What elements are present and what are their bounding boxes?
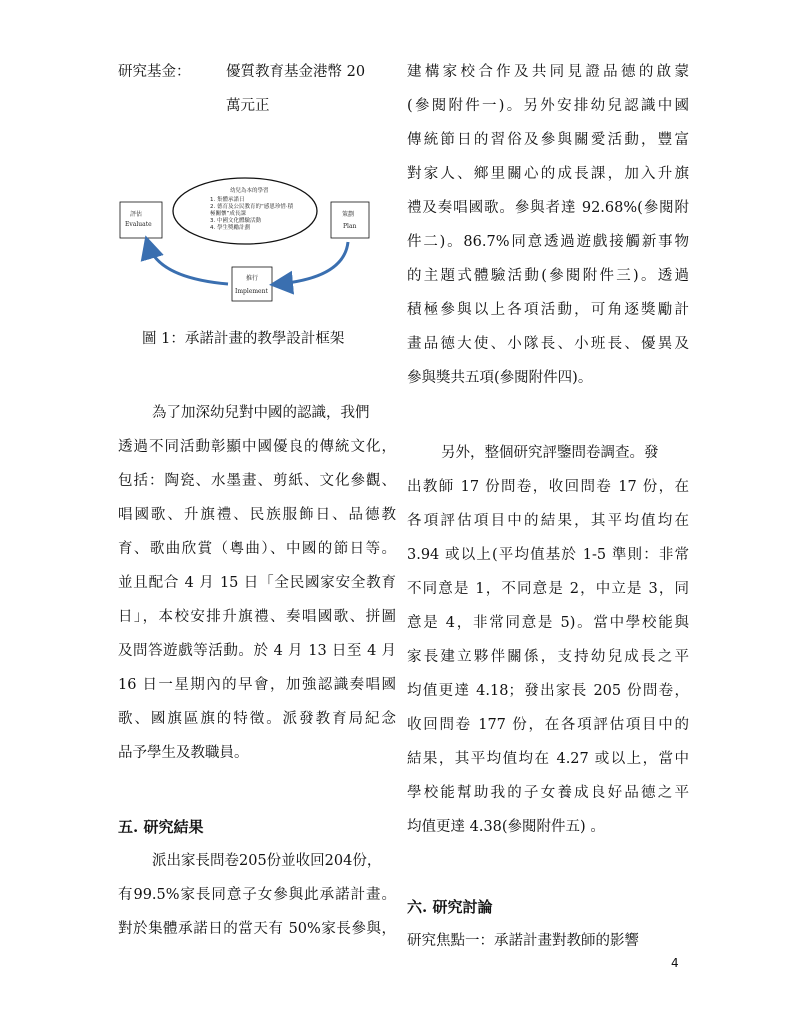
section5-heading: 五. 研究結果: [118, 818, 204, 836]
implement-box: [232, 267, 272, 301]
fund-label: 研究基金：: [118, 64, 191, 80]
right-para1-line: 積極參與以上各項活動，可角逐獎勵計: [407, 302, 689, 318]
left-para1-line: 及問答遊戲等活動。於 4 月 13 日至 4 月: [118, 643, 396, 659]
arrow-plan-to-implement: [278, 242, 348, 284]
evaluate-box-en: Evaluate: [125, 221, 152, 228]
right-para2-line: 收回問卷 177 份，在各項評估項目中的: [407, 717, 689, 733]
left-para1-line: 歌、國旗區旗的特徵。派發教育局紀念: [118, 711, 396, 727]
fund-value-line2: 萬元正: [226, 98, 270, 114]
right-para2-line: 家長建立夥伴關係，支持幼兒成長之平: [407, 649, 689, 665]
research-focus-line: 研究焦點一：承諾計畫對教師的影響: [407, 933, 639, 949]
center-title: 幼兒為本的學習: [230, 188, 269, 194]
right-para2-line: 學校能幫助我的子女養成良好品德之平: [407, 785, 689, 801]
diagram-svg: [118, 166, 383, 306]
left-para1-line: 並且配合 4 月 15 日「全民國家安全教育: [118, 575, 396, 591]
right-para1-line: 參與獎共五項(參閱附件四)。: [407, 370, 593, 386]
right-para1-line: 禮及奏唱國歌。參與者達 92.68%(參閱附: [407, 200, 689, 216]
plan-box: [331, 202, 369, 238]
right-para2-line: 不同意是 1，不同意是 2，中立是 3，同: [407, 581, 689, 597]
section6-heading: 六. 研究討論: [407, 898, 493, 916]
center-item-2: 2. 德育及公民教育的“感恩珍惜‧積: [210, 204, 294, 210]
left-para1-line: 16 日一星期內的早會，加強認識奏唱國: [118, 677, 396, 693]
right-para1-line: 畫品德大使、小隊長、小班長、優異及: [407, 336, 689, 352]
right-para1-line: 件二)。86.7%同意透過遊戲接觸新事物: [407, 234, 689, 250]
right-para2-line: 意是 4，非常同意是 5)。當中學校能與: [407, 615, 689, 631]
page-number: 4: [671, 956, 679, 970]
right-para2-line: 3.94 或以上(平均值基於 1-5 準則：非常: [407, 547, 689, 563]
fund-value-line1: 優質教育基金港幣 20: [226, 64, 366, 80]
evaluate-box: [120, 202, 162, 238]
evaluate-box-zh: 評估: [130, 211, 143, 218]
center-item-3: 極關懷”成長課: [210, 211, 246, 217]
plan-box-zh: 策劃: [342, 211, 355, 218]
figure-caption: 圖 1：承諾計畫的教學設計框架: [142, 331, 345, 347]
right-para2-line: 均值更達 4.38(參閱附件五) 。: [407, 819, 605, 835]
teaching-design-diagram: [118, 166, 383, 306]
implement-box-en: Implement: [235, 288, 268, 295]
left-para2-line: 派出家長問卷205份並收回204份，: [152, 853, 382, 869]
right-para1-line: 傳統節日的習俗及參與關愛活動，豐富: [407, 132, 689, 148]
right-para1-line: 的主題式體驗活動(參閱附件三)。透過: [407, 268, 689, 284]
center-item-5: 4. 學生獎勵計劃: [210, 225, 250, 231]
right-para2-line: 各項評估項目中的結果，其平均值均在: [407, 513, 689, 529]
left-para1-line: 育、歌曲欣賞（粵曲）、中國的節日等。: [118, 541, 396, 557]
right-para2-line: 另外，整個研究評鑒問卷調查。發: [441, 445, 659, 461]
arrow-implement-to-evaluate: [148, 244, 228, 284]
right-para1-line: 對家人、鄉里關心的成長課，加入升旗: [407, 166, 689, 182]
left-para2-line: 有99.5%家長同意子女參與此承諾計畫。: [118, 887, 396, 903]
plan-box-en: Plan: [343, 223, 357, 230]
left-para2-line: 對於集體承諾日的當天有 50%家長參與，: [118, 921, 396, 937]
left-para1-line: 包括：陶瓷、水墨畫、剪紙、文化參觀、: [118, 473, 396, 489]
right-para2-line: 結果，其平均值均在 4.27 或以上，當中: [407, 751, 689, 767]
right-para1-line: 建構家校合作及共同見證品德的啟蒙: [407, 64, 689, 80]
left-para1-line: 為了加深幼兒對中國的認識，我們: [152, 405, 370, 421]
left-para1-line: 日」，本校安排升旗禮、奏唱國歌、拼圖: [118, 609, 396, 625]
center-item-1: 1. 集體承諾日: [210, 197, 245, 203]
left-para1-line: 透過不同活動彰顯中國優良的傳統文化，: [118, 439, 396, 455]
right-para1-line: (參閱附件一)。另外安排幼兒認識中國: [407, 98, 689, 114]
right-para2-line: 均值更達 4.18；發出家長 205 份問卷，: [407, 683, 689, 699]
right-para2-line: 出教師 17 份問卷，收回問卷 17 份，在: [407, 479, 689, 495]
center-item-4: 3. 中國文化體驗活動: [210, 218, 261, 224]
left-para1-line: 唱國歌、升旗禮、民族服飾日、品德教: [118, 507, 396, 523]
implement-box-zh: 推行: [246, 275, 259, 282]
left-para1-line: 品予學生及教職員。: [118, 745, 249, 761]
